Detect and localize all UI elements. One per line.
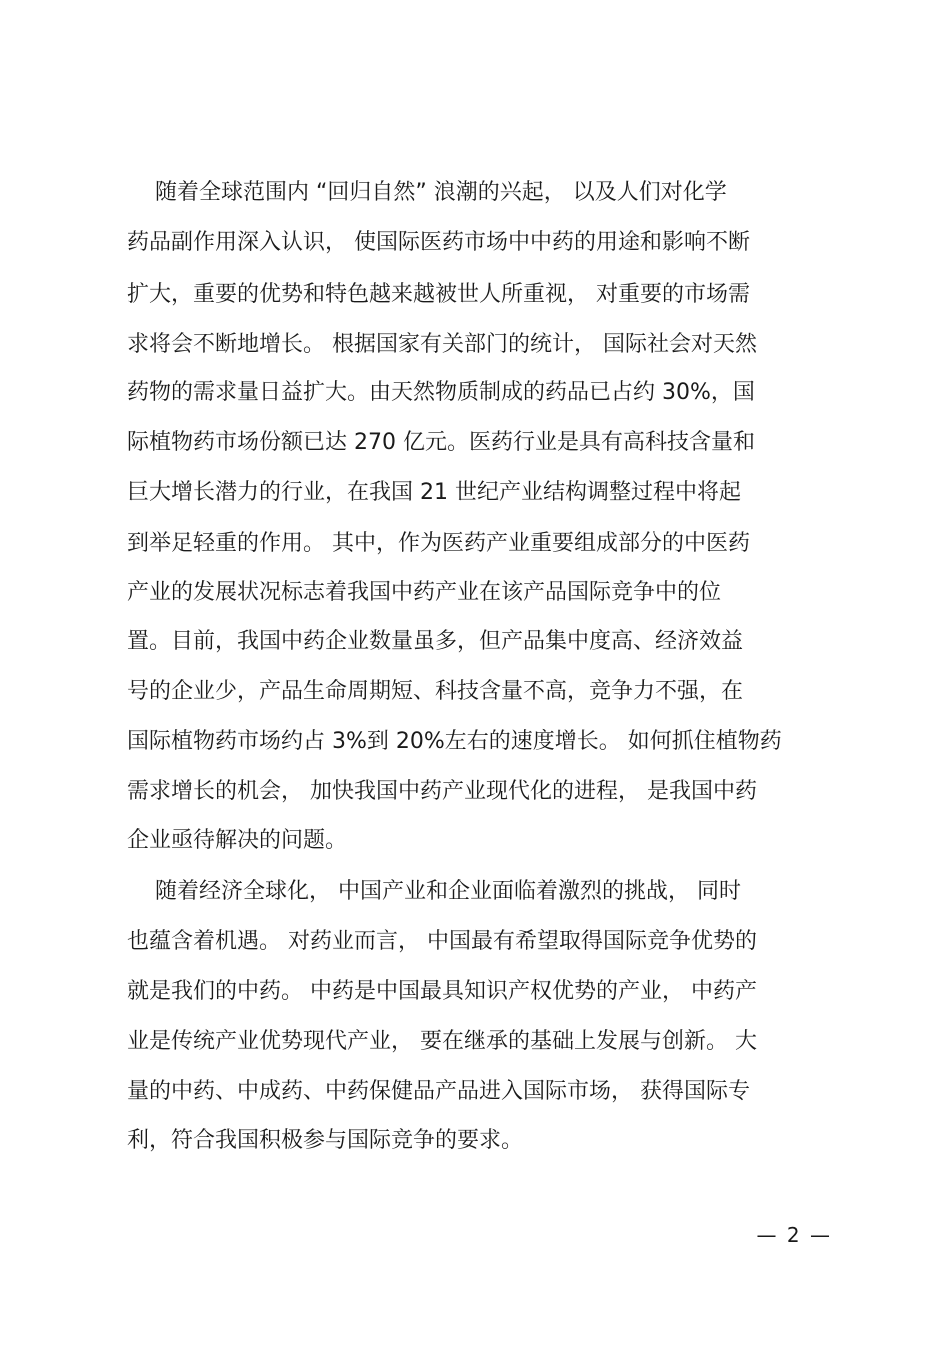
text-line: 随着全球范围内 “回归自然” 浪潮的兴起， 以及人们对化学 [127,180,727,205]
text-line: 巨大增长潜力的行业，在我国 21 世纪产业结构调整过程中将起 [127,480,741,505]
page-number: — 2 — [756,1223,832,1247]
text-line: 企业亟待解决的问题。 [127,828,348,853]
text-line: 置。目前，我国中药企业数量虽多，但产品集中度高、经济效益 [127,629,744,654]
text-line: 利，符合我国积极参与国际竞争的要求。 [127,1128,524,1153]
text-line: 随着经济全球化， 中国产业和企业面临着激烈的挑战， 同时 [127,879,741,904]
text-line: 到举足轻重的作用。 其中，作为医药产业重要组成部分的中医药 [127,531,750,556]
text-line: 药物的需求量日益扩大。由天然物质制成的药品已占约 30%，国 [127,380,755,405]
text-line: 国际植物药市场约占 3%到 20%左右的速度增长。 如何抓住植物药 [127,729,782,754]
text-line: 扩大，重要的优势和特色越来越被世人所重视， 对重要的市场需 [127,282,750,307]
text-line: 产业的发展状况标志着我国中药产业在该产品国际竞争中的位 [127,580,722,605]
text-line: 就是我们的中药。 中药是中国最具知识产权优势的产业， 中药产 [127,979,757,1004]
text-line: 药品副作用深入认识， 使国际医药市场中中药的用途和影响不断 [127,230,750,255]
text-line: 量的中药、中成药、中药保健品产品进入国际市场， 获得国际专 [127,1079,750,1104]
text-line: 需求增长的机会， 加快我国中药产业现代化的进程， 是我国中药 [127,779,757,804]
text-line: 求将会不断地增长。 根据国家有关部门的统计， 国际社会对天然 [127,332,757,357]
text-line: 号的企业少，产品生命周期短、科技含量不高，竞争力不强，在 [127,679,744,704]
text-line: 业是传统产业优势现代产业， 要在继承的基础上发展与创新。 大 [127,1029,757,1054]
text-line: 也蕴含着机遇。 对药业而言， 中国最有希望取得国际竞争优势的 [127,929,757,954]
text-line: 际植物药市场份额已达 270 亿元。医药行业是具有高科技含量和 [127,430,755,455]
